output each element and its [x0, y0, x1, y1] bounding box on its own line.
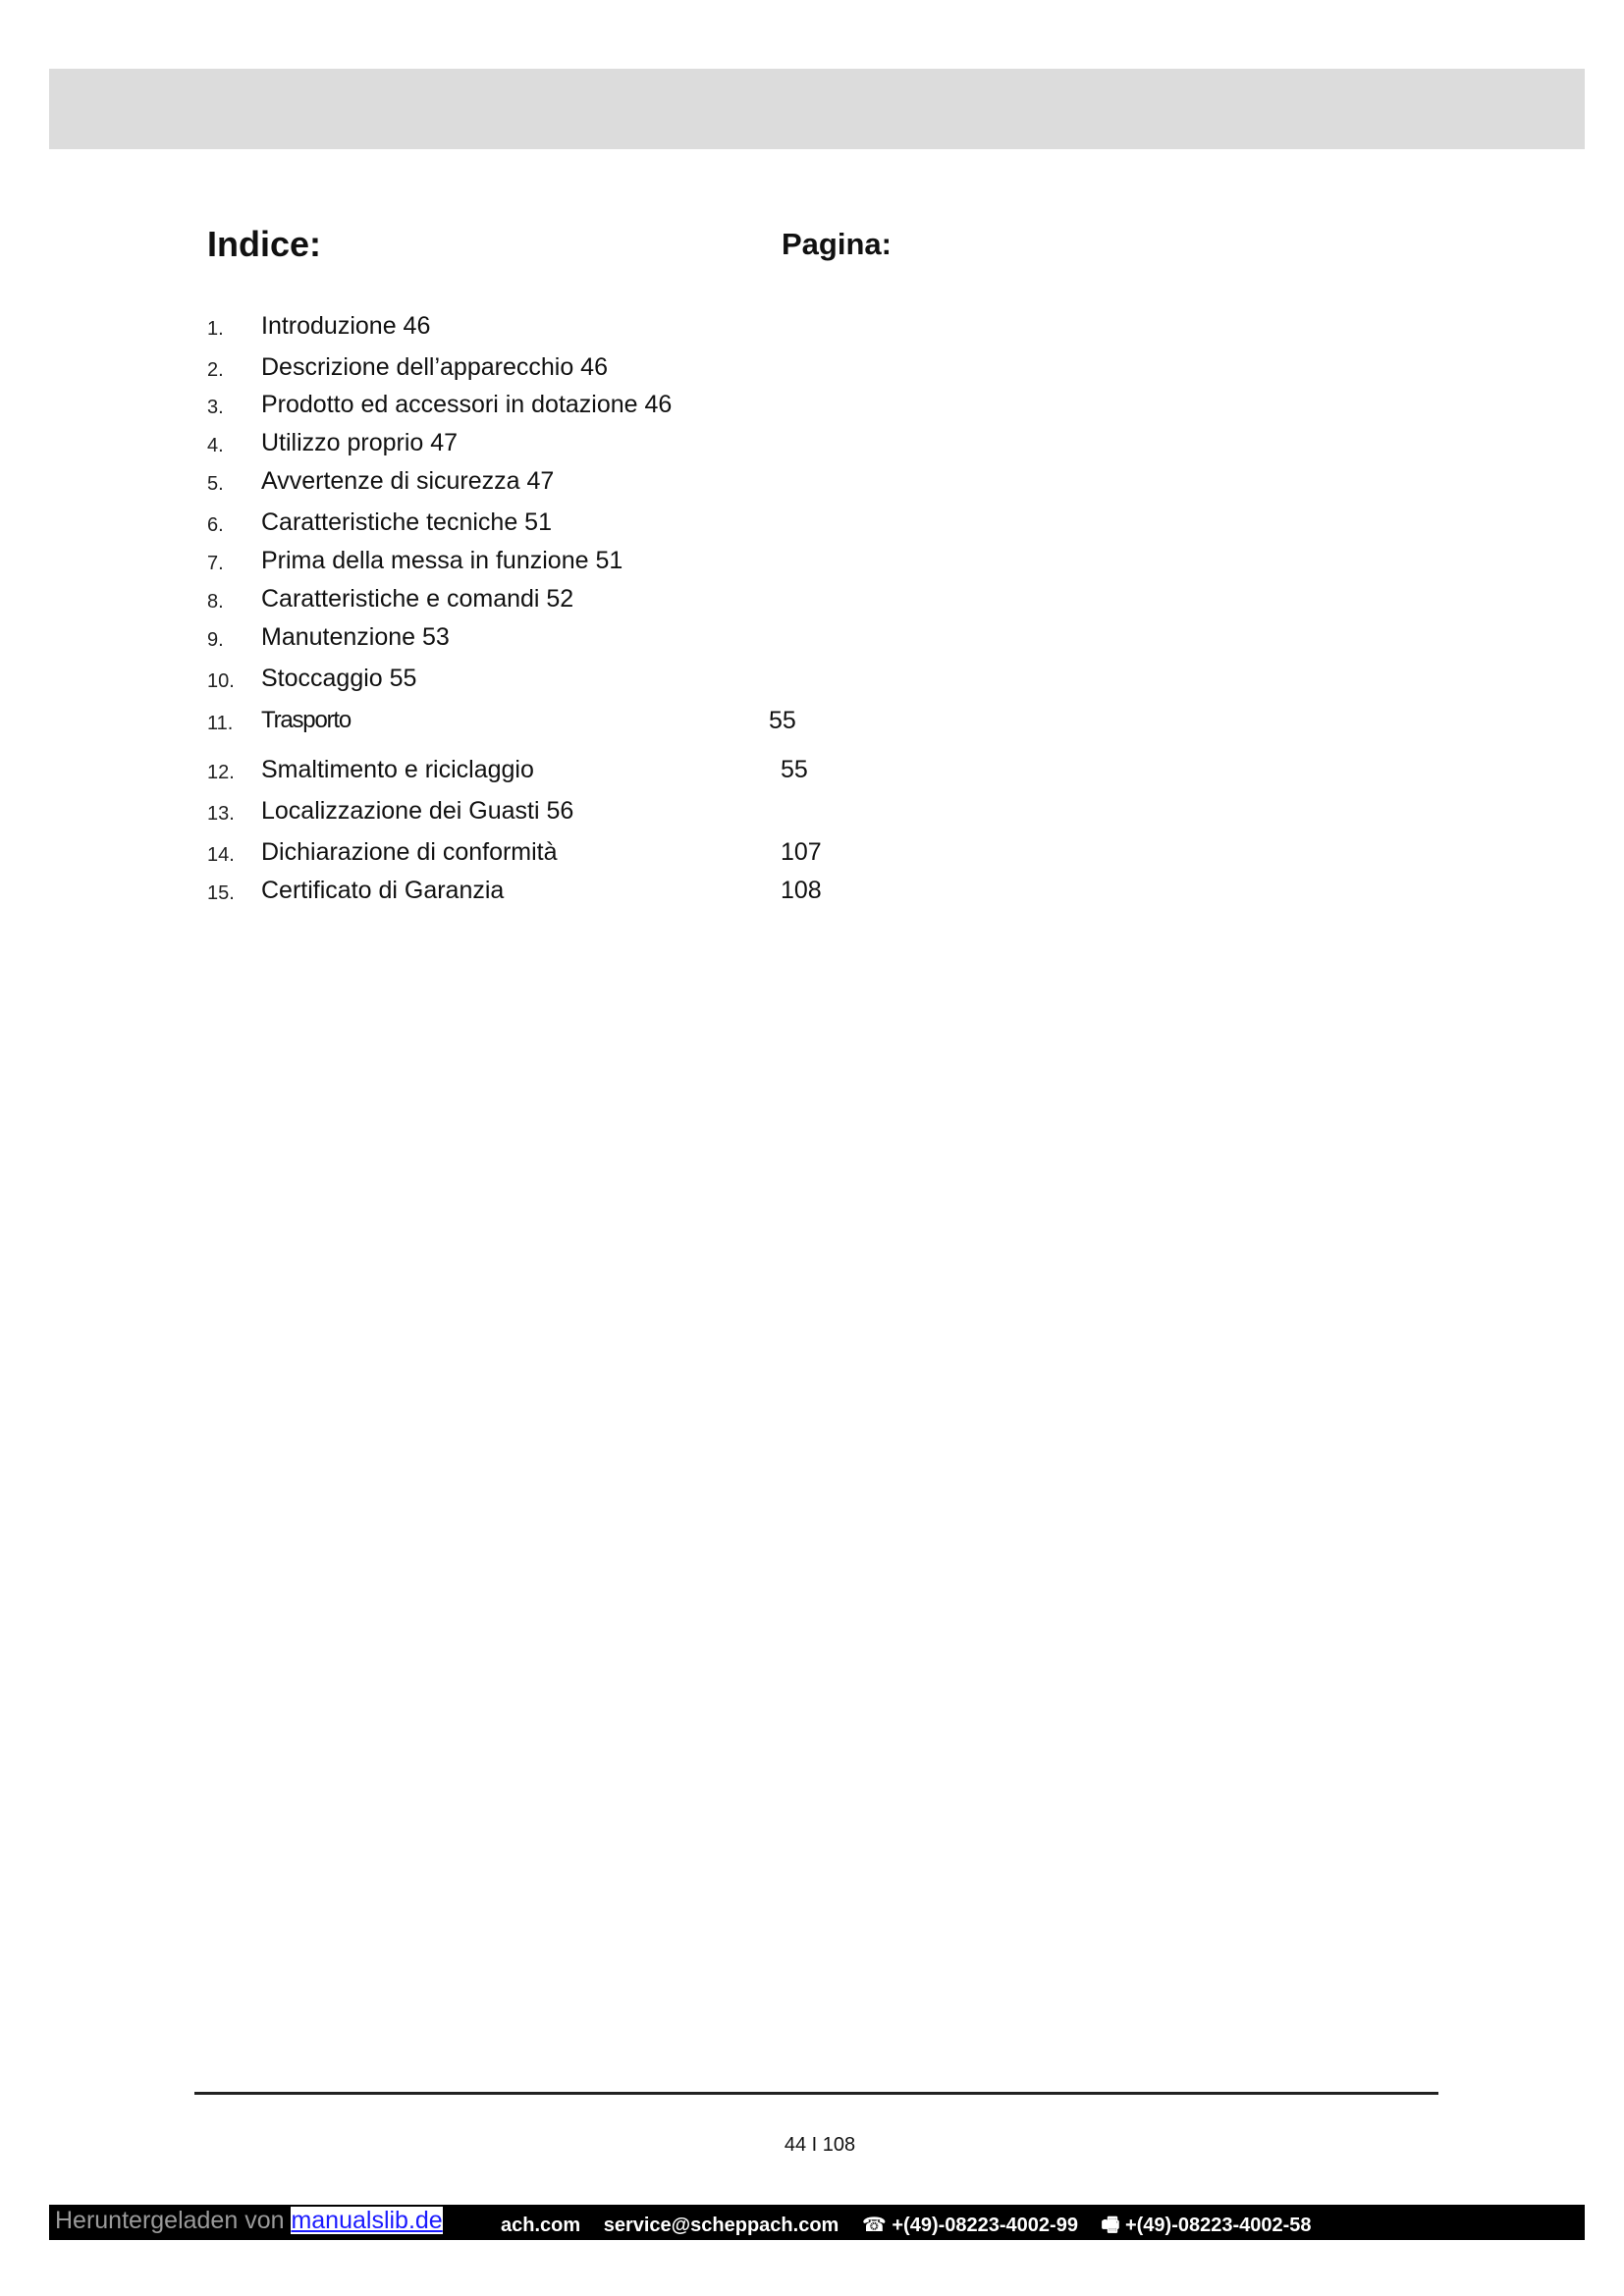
toc-item-number: 14.: [207, 844, 235, 866]
website-fragment: ach.com: [501, 2215, 586, 2236]
toc-item-number: 10.: [207, 670, 235, 692]
footer-divider: [194, 2092, 1438, 2095]
toc-item-number: 9.: [207, 629, 224, 651]
toc-item-number: 6.: [207, 514, 224, 536]
toc-item-page: 55: [781, 756, 808, 783]
toc-item-number: 13.: [207, 803, 235, 825]
toc-item-title: Prodotto ed accessori in dotazione 46: [261, 391, 673, 418]
manualslib-link[interactable]: manualslib.de: [291, 2207, 443, 2234]
toc-item-page: 107: [781, 838, 822, 866]
page-column-heading: Pagina:: [782, 227, 892, 261]
toc-item-title: Certificato di Garanzia: [261, 877, 505, 904]
toc-item-number: 7.: [207, 553, 224, 574]
toc-item-number: 4.: [207, 435, 224, 456]
toc-item-number: 11.: [207, 713, 234, 734]
toc-item-number: 1.: [207, 318, 224, 340]
toc-item-page: 55: [769, 707, 796, 734]
toc-item-title: Avvertenze di sicurezza 47: [261, 467, 555, 495]
contact-info: [501, 2211, 1329, 2244]
toc-item-title: Trasporto: [261, 707, 352, 733]
toc-item-title: Caratteristiche tecniche 51: [261, 508, 552, 536]
toc-item-title: Manutenzione 53: [261, 623, 450, 651]
toc-item-number: 5.: [207, 473, 224, 495]
page-number: 44 I 108: [784, 2134, 856, 2156]
fax-contact: 🖷 +(49)-08223-4002-58: [1101, 2215, 1312, 2236]
toc-item-number: 15.: [207, 882, 235, 904]
toc-item-number: 12.: [207, 762, 235, 783]
download-notice: [55, 2207, 443, 2235]
toc-item-page: 108: [781, 877, 822, 904]
toc-item-title: Utilizzo proprio 47: [261, 429, 459, 456]
toc-item-number: 2.: [207, 359, 224, 381]
email-contact[interactable]: service@scheppach.com: [603, 2215, 839, 2236]
toc-item-title: Introduzione 46: [261, 312, 431, 340]
toc-item-title: Prima della messa in funzione 51: [261, 547, 623, 574]
toc-item-title: Descrizione dell’apparecchio 46: [261, 353, 608, 381]
bottom-bar: [49, 2205, 1585, 2240]
header-band: [49, 69, 1585, 149]
toc-item-title: Smaltimento e riciclaggio: [261, 756, 534, 783]
toc-heading: Indice:: [207, 224, 322, 264]
toc-item-title: Dichiarazione di conformità: [261, 838, 558, 866]
toc-item-number: 8.: [207, 591, 224, 613]
toc-item-number: 3.: [207, 397, 224, 418]
toc-item-title: Stoccaggio 55: [261, 665, 417, 692]
download-prefix: Heruntergeladen von: [55, 2207, 292, 2234]
toc-item-title: Localizzazione dei Guasti 56: [261, 797, 574, 825]
phone-contact: ☎ +(49)-08223-4002-99: [861, 2215, 1078, 2236]
toc-item-title: Caratteristiche e comandi 52: [261, 585, 574, 613]
